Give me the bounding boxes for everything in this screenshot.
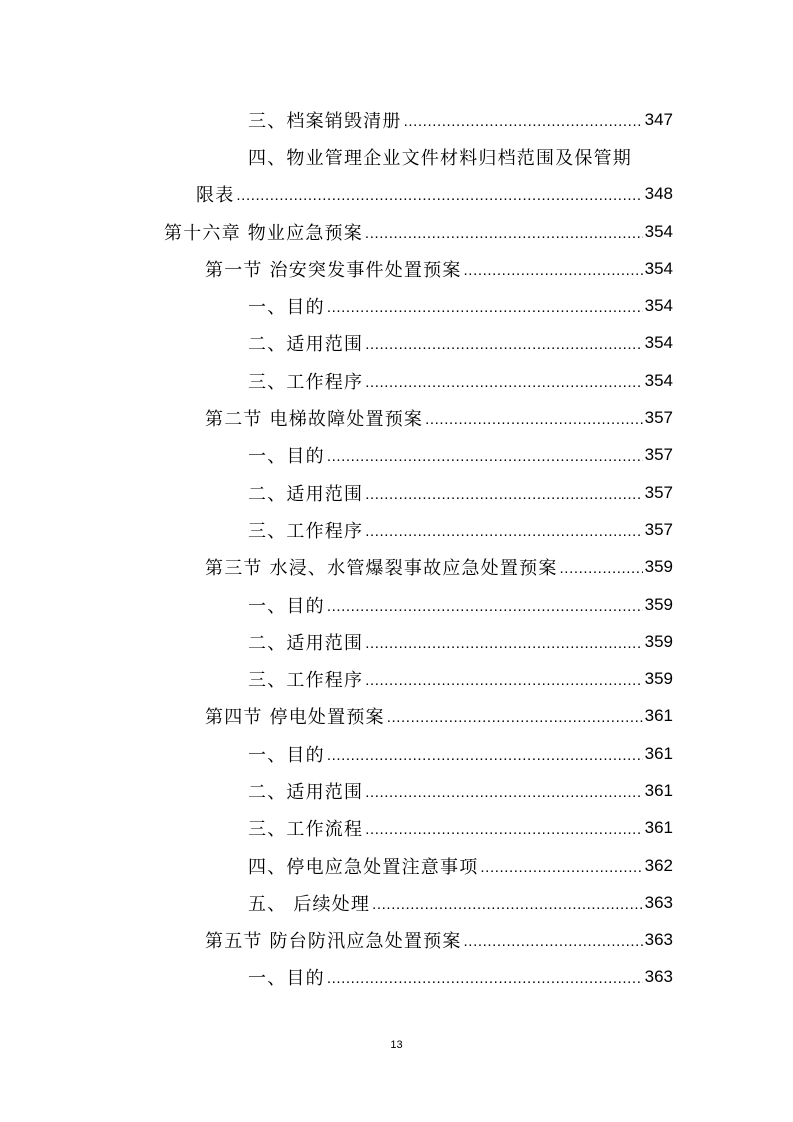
toc-entry[interactable] xyxy=(0,772,793,809)
toc-entry[interactable] xyxy=(0,810,793,847)
toc-dot-leader xyxy=(365,222,643,242)
toc-entry[interactable] xyxy=(0,250,793,287)
toc-entry-page-number: 361 xyxy=(644,780,673,800)
toc-dot-leader xyxy=(372,893,643,913)
toc-dot-leader xyxy=(560,557,643,577)
toc-entry-title: 三、工作程序 xyxy=(248,371,364,393)
toc-entry[interactable] xyxy=(0,922,793,959)
toc-entry-title: 一、目的 xyxy=(248,968,325,990)
toc-entry-title: 三、档案销毁清册 xyxy=(248,110,402,132)
toc-entry-page-number: 354 xyxy=(644,296,673,316)
toc-entry-title: 四、停电应急处置注意事项 xyxy=(248,856,479,878)
toc-entry-title: 二、适用范围 xyxy=(248,334,364,356)
toc-entry-title: 三、工作流程 xyxy=(248,819,364,841)
toc-entry[interactable] xyxy=(0,735,793,772)
toc-entry[interactable] xyxy=(0,399,793,436)
toc-entry-page-number: 362 xyxy=(644,855,673,875)
toc-entry-page-number: 359 xyxy=(644,631,673,651)
toc-entry-page-number: 347 xyxy=(644,109,673,129)
toc-entry-page-number: 354 xyxy=(644,258,673,278)
page-number: 13 xyxy=(390,1039,403,1051)
toc-entry[interactable] xyxy=(0,847,793,884)
toc-entry-page-number: 361 xyxy=(644,743,673,763)
toc-dot-leader xyxy=(365,818,642,838)
toc-dot-leader xyxy=(480,856,642,876)
toc-entry[interactable] xyxy=(0,884,793,921)
toc-entry[interactable] xyxy=(0,698,793,735)
toc-dot-leader xyxy=(327,296,643,316)
toc-dot-leader xyxy=(365,632,642,652)
toc-entry-title: 四、物业管理企业文件材料归档范围及保管期 xyxy=(248,147,632,169)
toc-entry[interactable] xyxy=(0,213,793,250)
toc-dot-leader xyxy=(365,520,642,540)
toc-entry[interactable] xyxy=(0,660,793,697)
toc-entry[interactable] xyxy=(0,549,793,586)
toc-entry-title: 二、适用范围 xyxy=(248,632,364,654)
toc-entry[interactable] xyxy=(0,511,793,548)
toc-entry-page-number: 357 xyxy=(644,482,673,502)
toc-entry-title: 一、目的 xyxy=(248,446,325,468)
toc-dot-leader xyxy=(404,110,643,130)
toc-dot-leader xyxy=(327,744,643,764)
toc-entry-title: 第十六章 物业应急预案 xyxy=(164,222,363,244)
toc-entry-title: 一、目的 xyxy=(248,744,325,766)
toc-entry-title: 第五节 防台防汛应急处置预案 xyxy=(205,931,462,953)
toc-dot-leader xyxy=(327,445,643,465)
toc-entry-title: 限表 xyxy=(196,185,235,207)
toc-entry-page-number: 363 xyxy=(644,892,673,912)
toc-entry-page-number: 357 xyxy=(644,445,673,465)
toc-entry[interactable] xyxy=(0,586,793,623)
toc-entry-title: 第二节 电梯故障处置预案 xyxy=(205,409,424,431)
toc-entry-page-number: 361 xyxy=(644,706,673,726)
toc-entry-title: 二、适用范围 xyxy=(248,483,364,505)
toc-entry-title: 五、 后续处理 xyxy=(248,893,371,915)
toc-entry[interactable] xyxy=(0,325,793,362)
toc-entry-title: 三、工作程序 xyxy=(248,520,364,542)
toc-entry-page-number: 354 xyxy=(644,221,673,241)
toc-entry-page-number: 363 xyxy=(644,967,673,987)
toc-entry-page-number: 361 xyxy=(644,818,673,838)
toc-dot-leader xyxy=(387,706,643,726)
toc-entry-page-number: 354 xyxy=(644,333,673,353)
toc-dot-leader xyxy=(425,408,643,428)
toc-dot-leader xyxy=(327,967,643,987)
toc-entry[interactable] xyxy=(0,138,793,175)
toc-dot-leader xyxy=(365,781,642,801)
toc-entry-page-number: 354 xyxy=(644,370,673,390)
toc-entry-title: 一、目的 xyxy=(248,297,325,319)
toc-entry-title: 第四节 停电处置预案 xyxy=(205,707,385,729)
toc-entry-page-number: 357 xyxy=(644,519,673,539)
toc-dot-leader xyxy=(236,184,642,204)
toc-entry-page-number: 348 xyxy=(644,184,673,204)
table-of-contents xyxy=(0,101,793,996)
toc-dot-leader xyxy=(365,333,642,353)
toc-entry[interactable] xyxy=(0,176,793,213)
toc-entry[interactable] xyxy=(0,287,793,324)
toc-entry-page-number: 359 xyxy=(644,669,673,689)
toc-dot-leader xyxy=(365,371,642,391)
toc-entry[interactable] xyxy=(0,474,793,511)
toc-entry-page-number: 359 xyxy=(644,594,673,614)
toc-dot-leader xyxy=(327,595,643,615)
toc-entry-title: 第一节 治安突发事件处置预案 xyxy=(205,259,462,281)
toc-dot-leader xyxy=(365,483,642,503)
toc-entry[interactable] xyxy=(0,362,793,399)
toc-entry-title: 第三节 水浸、水管爆裂事故应急处置预案 xyxy=(205,558,558,580)
toc-dot-leader xyxy=(464,259,643,279)
toc-entry-title: 一、目的 xyxy=(248,595,325,617)
toc-entry-title: 三、工作程序 xyxy=(248,670,364,692)
toc-entry[interactable] xyxy=(0,437,793,474)
toc-dot-leader xyxy=(464,930,643,950)
toc-entry-title: 二、适用范围 xyxy=(248,781,364,803)
toc-dot-leader xyxy=(365,669,642,689)
toc-entry[interactable] xyxy=(0,959,793,996)
toc-entry-page-number: 363 xyxy=(644,930,673,950)
toc-entry-page-number: 357 xyxy=(644,408,673,428)
toc-entry[interactable] xyxy=(0,623,793,660)
toc-entry-page-number: 359 xyxy=(644,557,673,577)
toc-entry[interactable] xyxy=(0,101,793,138)
